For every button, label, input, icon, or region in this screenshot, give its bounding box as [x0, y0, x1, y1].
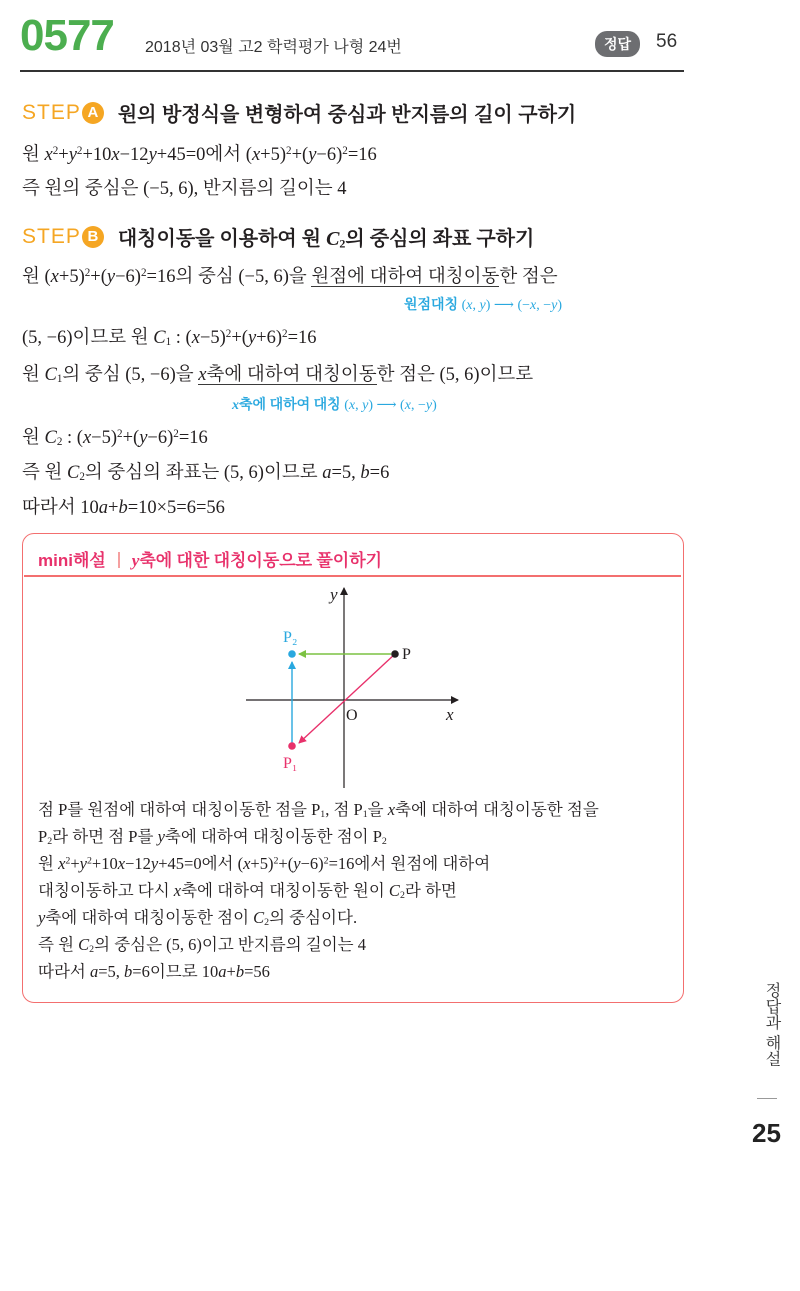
page-number: 25 — [752, 1118, 781, 1148]
step-b-line-5: 즉 원 $C_2$의 중심의 좌표는 (5, 6)이므로 a=5, b=6 — [22, 461, 390, 484]
answer-value: 56 — [656, 31, 678, 52]
step-b-line-3: 원 $C_1$의 중심 (5, −6)을 x축에 대하여 대칭이동한 점은 (5, 6)이므로 — [22, 363, 534, 386]
mini-line-1: 점 P를 원점에 대하여 대칭이동한 점을 $P_1$, 점 $P_1$을 x축에 대하여 대칭이동한 점을 — [38, 800, 599, 820]
step-b-word: STEP — [22, 224, 81, 248]
mini-label: mini해설 — [38, 551, 106, 570]
step-a-line-1: 원 $x^2+y^2+10x-12y+45=0$에서 $(x+5)^2+(y-6)^2=16$ — [22, 143, 377, 165]
step-b-note-2: x축에 대하여 대칭 (x, y) ⟶ (x, −y) — [232, 396, 437, 413]
step-b-heading — [22, 222, 534, 251]
symmetry-figure — [240, 582, 470, 790]
mini-explanation-title — [38, 546, 382, 571]
mini-heading: y축에 대한 대칭이동으로 풀이하기 — [131, 551, 383, 570]
arrow-p-to-p1 — [299, 654, 395, 743]
step-a-title: 원의 방정식을 변형하여 중심과 반지름의 길이 구하기 — [117, 104, 577, 126]
step-a-word: STEP — [22, 100, 81, 124]
point-p1 — [288, 742, 296, 750]
y-axis-label: y — [330, 585, 338, 604]
step-b-line-4: 원 $C_2$ : $(x-5)^2+(y-6)^2=16$ — [22, 426, 208, 449]
point-p2 — [288, 650, 296, 658]
step-a-badge: A — [82, 102, 104, 124]
header-rule — [20, 70, 684, 72]
mini-line-2: $P_2$라 하면 점 P를 y축에 대하여 대칭이동한 점이 $P_2$ — [38, 827, 387, 847]
mini-line-3: 원 $x^2+y^2+10x-12y+45=0$에서 $(x+5)^2+(y-6)^2=16$에서 원점에 대하여 — [38, 854, 491, 873]
step-b-line-6: 따라서 10a+b=10×5=6=56 — [22, 496, 225, 518]
step-b-badge: B — [82, 226, 104, 248]
problem-number: 0577 — [20, 11, 114, 60]
step-a-heading — [22, 98, 576, 127]
point-p-label: P — [402, 646, 411, 663]
mini-divider — [118, 552, 120, 568]
point-p1-label: P₁ — [283, 755, 298, 772]
side-section-label: 정답과 해설 — [763, 982, 780, 1067]
step-b-line-1: 원 $(x+5)^2+(y-6)^2=16$의 중심 (−5, 6)을 원점에 대하여 대칭이동한 점은 — [22, 265, 558, 287]
mini-line-6: 즉 원 $C_2$의 중심은 (5, 6)이고 반지름의 길이는 4 — [38, 935, 366, 955]
mini-line-7: 따라서 a=5, b=6이므로 10a+b=56 — [38, 962, 270, 981]
mini-title-rule — [24, 575, 681, 577]
mini-line-4: 대칭이동하고 다시 x축에 대하여 대칭이동한 원이 $C_2$라 하면 — [38, 881, 457, 901]
mini-line-5: y축에 대하여 대칭이동한 점이 $C_2$의 중심이다. — [38, 908, 358, 928]
step-b-note-1: 원점대칭 (x, y) ⟶ (−x, −y) — [404, 296, 563, 313]
step-b-title: 대칭이동을 이용하여 원 $C_2$의 중심의 좌표 구하기 — [117, 228, 535, 251]
point-p — [391, 650, 399, 658]
point-p2-label: P₂ — [283, 629, 298, 646]
origin-label: O — [346, 707, 358, 724]
step-a-line-2: 즉 원의 중심은 (−5, 6), 반지름의 길이는 4 — [22, 177, 347, 199]
x-axis-label: x — [446, 705, 454, 724]
step-b-line-2: (5, −6)이므로 원 $C_1$ : $(x-5)^2+(y+6)^2=16$ — [22, 326, 317, 349]
answer-badge: 정답 — [595, 31, 640, 57]
problem-source: 2018년 03월 고2 학력평가 나형 24번 — [145, 39, 402, 56]
side-rule — [757, 1098, 777, 1099]
